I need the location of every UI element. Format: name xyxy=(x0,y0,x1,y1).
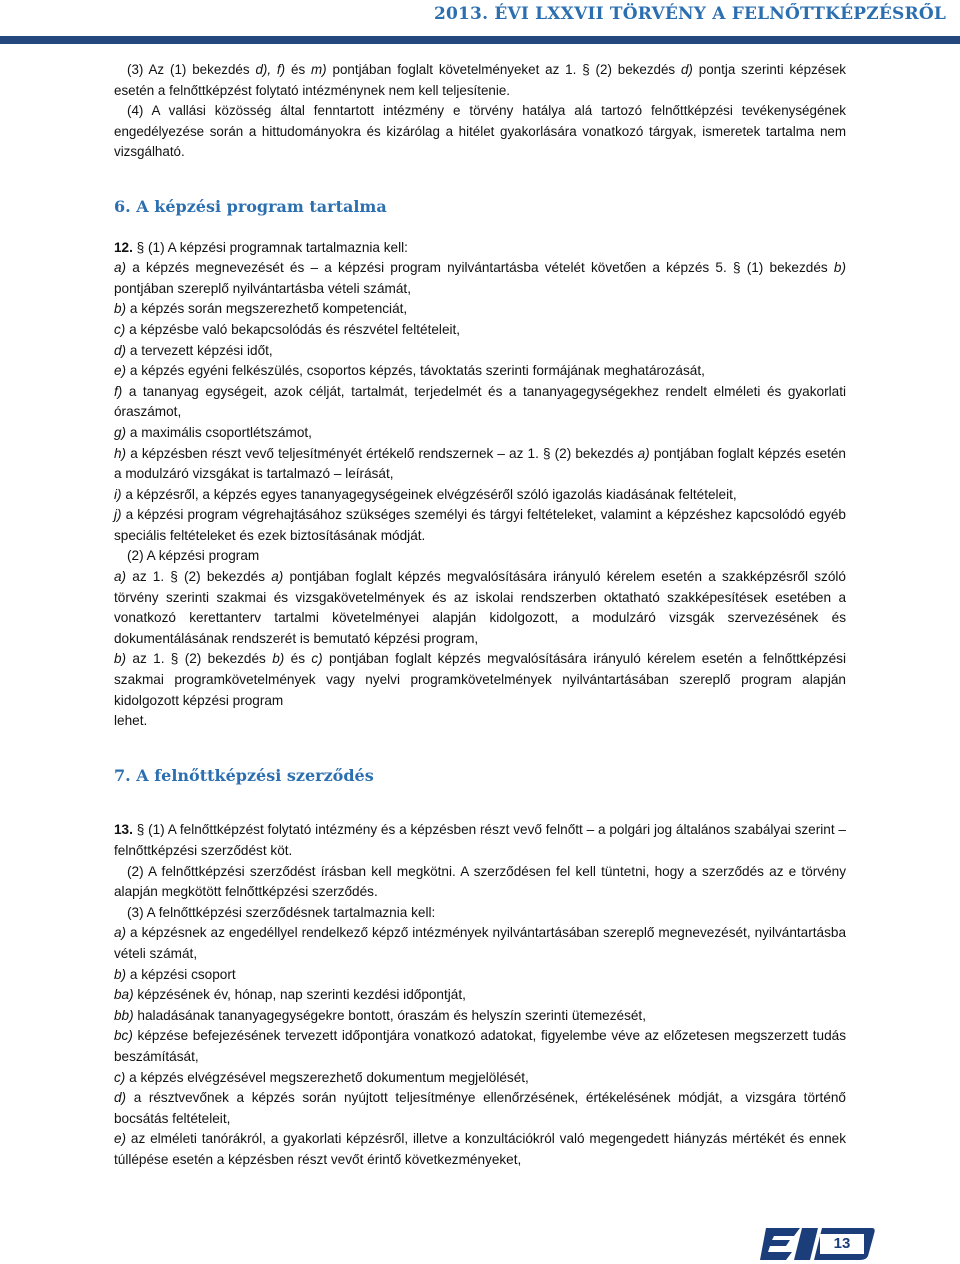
contract-item-b: b) a képzési csoport xyxy=(114,966,236,982)
list-item-2b: b) az 1. § (2) bekezdés b) és c) pontjában foglalt képzés megvalósítására irányuló kérelem esetén a felnőttképzési szakmai programkövetelmények vagy nyelvi programkövetelmények nyilvántartásában szereplő program alapján kidolgozott képzési program xyxy=(114,651,846,708)
running-header-title: 2013. ÉVI LXXVII TÖRVÉNY A FELNŐTTKÉPZÉSRŐL xyxy=(433,4,946,24)
section-heading-6: 6. A képzési program tartalma xyxy=(114,196,387,216)
header-divider xyxy=(0,36,960,44)
list-item-c: c) a képzésbe való bekapcsolódás és részvétel feltételeit, xyxy=(114,321,461,337)
list-item-e: e) a képzés egyéni felkészülés, csoportos képzés, távoktatás szerinti formájának meghatározását, xyxy=(114,363,705,379)
section-12-intro: 12. § (1) A képzési programnak tartalmaznia kell: xyxy=(114,239,408,255)
list-item-j: j) a képzési program végrehajtásához szükséges személyi és tárgyi feltételeket, valamint a képzéshez kapcsolódó egyéb speciális feltételeket és ezek biztosításának módját. xyxy=(114,507,846,543)
contract-item-bb: bb) haladásának tananyagegységekre bontott, óraszám és helyszín szerinti ütemezését, xyxy=(114,1007,646,1023)
contract-item-a: a) a képzésnek az engedéllyel rendelkező képző intézmények nyilvántartásában szereplő megnevezését, nyilvántartásba vételi számát, xyxy=(114,925,846,961)
contract-item-c: c) a képzés elvégzésével megszerezhető dokumentum megjelölését, xyxy=(114,1069,529,1085)
list-item-b: b) a képzés során megszerezhető kompetenciát, xyxy=(114,301,408,317)
page-number: 13 xyxy=(820,1234,864,1254)
document-body xyxy=(114,60,846,1171)
list-item-i: i) a képzésről, a képzés egyes tananyagegységeinek elvégzéséről szóló igazolás kiadásának feltételeit, xyxy=(114,486,737,502)
section-heading-7: 7. A felnőttképzési szerződés xyxy=(114,765,374,785)
contract-item-bc: bc) képzése befejezésének tervezett időpontjára vonatkozó adatokat, figyelembe véve az előzetesen megszerzett tudás beszámítását, xyxy=(114,1028,846,1064)
paragraph-3: (3) Az (1) bekezdés d), f) és m) pontjában foglalt követelményeket az 1. § (2) bekezdés d) pontja szerinti képzések esetén a felnőttképzést folytató intézménynek nem kell teljesítenie. xyxy=(114,62,846,98)
list-item-2a: a) az 1. § (2) bekezdés a) pontjában foglalt képzés megvalósítására irányuló kérelem esetén a szakképzésről szóló törvény szerinti szakmai és vizsgakövetelmények és az iskolai rendszerben oktatható szakképesítések esetében a vonatkozó kerettanterv tartalmi követelményei alapján kidolgozott, a modulzáró vizsgák szervezésének és dokumentálásának rendszerét is bemutató képzési program, xyxy=(114,569,846,646)
list-item-f: f) a tananyag egységeit, azok célját, tartalmát, terjedelmét és a tananyagegységekhez rendelt elméleti és gyakorlati óraszámot, xyxy=(114,383,846,420)
list-item-a: a) a képzés megnevezését és – a képzési program nyilvántartásba vételét követően a képzés 5. § (1) bekezdés b) pontjában szereplő nyilvántartásba vételi számát, xyxy=(114,260,846,296)
section-13-paragraph-2: (2) A felnőttképzési szerződést írásban kell megkötni. A szerződésen fel kell tüntetni, hogy a szerződés az e törvény alapján megkötött felnőttképzési szerződés. xyxy=(114,863,846,900)
contract-item-d: d) a résztvevőnek a képzés során nyújtott teljesítménye ellenőrzésének, értékelésének módját, a vizsgára történő bocsátás feltételeit, xyxy=(114,1090,846,1126)
section-13-paragraph-1: 13. § (1) A felnőttképzést folytató intézmény és a képzésben részt vevő felnőtt – a polgári jog általános szabályai szerint – felnőttképzési szerződést köt. xyxy=(114,822,846,858)
list-item-g: g) a maximális csoportlétszámot, xyxy=(114,424,312,440)
list-item-d: d) a tervezett képzési időt, xyxy=(114,342,273,358)
contract-item-e: e) az elméleti tanórákról, a gyakorlati képzésről, illetve a konzultációkról való megengedett hiányzás mértékét és ennek túllépése esetén a képzésben részt vevőt érintő következményeket, xyxy=(114,1131,846,1167)
paragraph-4: (4) A vallási közösség által fenntartott intézmény e törvény hatálya alá tartozó felnőttképzési tevékenységének engedélyezése során a hittudományokra és kizárólag a hitélet gyakorlására vonatkozó tárgyak, ismeretek tartalma nem vizsgálható. xyxy=(114,103,846,160)
section-12-paragraph-2: (2) A képzési program xyxy=(127,548,260,564)
list-item-h: h) a képzésben részt vevő teljesítményét értékelő rendszernek – az 1. § (2) bekezdés a) pontjában foglalt képzés esetén a modulzáró vizsgákat is tartalmazó – leírását, xyxy=(114,445,846,482)
section-13-paragraph-3: (3) A felnőttképzési szerződésnek tartalmaznia kell: xyxy=(127,904,436,920)
contract-item-ba: ba) képzésének év, hónap, nap szerinti kezdési időpontját, xyxy=(114,987,466,1003)
closing-word: lehet. xyxy=(114,713,148,729)
